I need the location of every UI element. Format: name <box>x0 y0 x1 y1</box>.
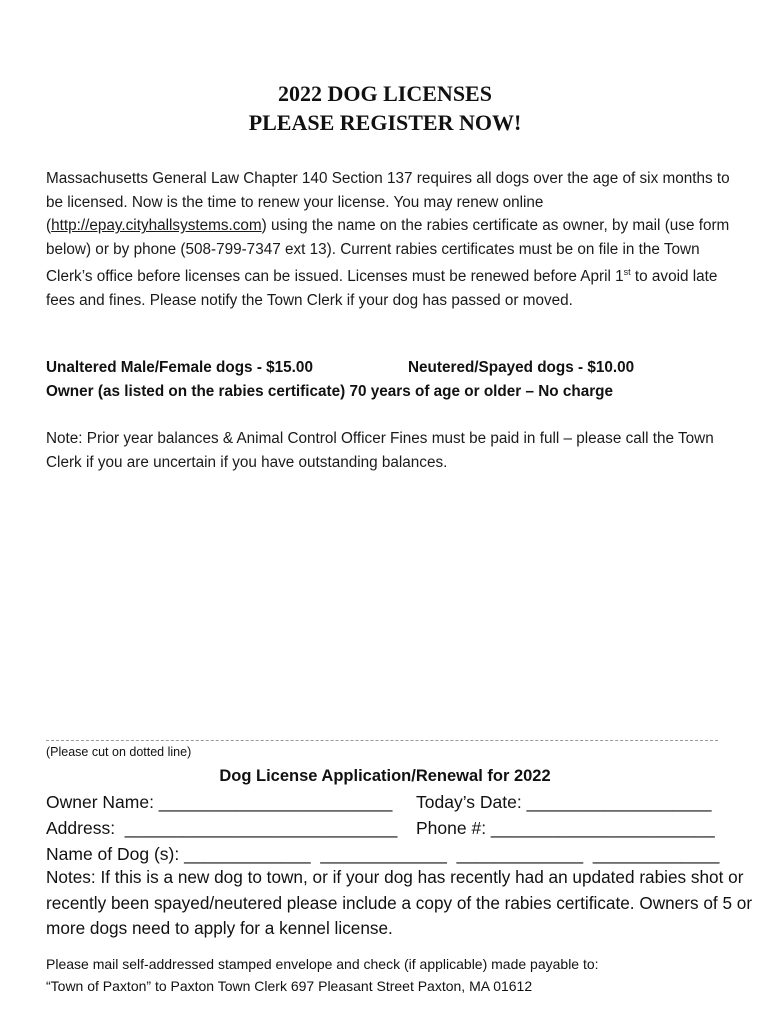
owner-name-field: Owner Name: ________________________ <box>46 792 393 812</box>
dog-names-field: Name of Dog (s): _____________ _____________ _____________ _____________ <box>46 844 720 864</box>
intro-text-1: Massachusetts General Law Chapter 140 Section 137 requires all dogs over the age of six months to be licensed. Now is the time to renew your license. You may renew online ( <box>46 170 730 235</box>
cut-line-divider <box>46 740 718 741</box>
balance-note: Note: Prior year balances & Animal Control Officer Fines must be paid in full – please call the Town Clerk if you are uncertain if you have outstanding balances. <box>46 430 714 471</box>
todays-date-field: Today’s Date: ___________________ <box>416 792 712 812</box>
page-title: 2022 DOG LICENSES <box>278 81 492 106</box>
fee-unaltered: Unaltered Male/Female dogs - $15.00 <box>46 359 313 376</box>
form-notes: Notes: If this is a new dog to town, or if your dog has recently had an updated rabies shot or recently been spayed/neutered please include a copy of the rabies certificate. Owners of 5 or more dogs need to apply for a kennel license. <box>46 867 753 938</box>
page-subtitle: PLEASE REGISTER NOW! <box>248 110 522 135</box>
application-title: Dog License Application/Renewal for 2022 <box>219 767 551 785</box>
intro-text-3: to avoid late fees and fines. Please notify the Town Clerk if your dog has passed or moved. <box>46 268 718 310</box>
intro-paragraph <box>46 167 746 313</box>
phone-field: Phone #: _______________________ <box>416 818 715 838</box>
intro-superscript: st <box>623 267 631 278</box>
mailing-line-1: Please mail self-addressed stamped envelope and check (if applicable) made payable to: <box>46 956 599 972</box>
mailing-line-2: “Town of Paxton” to Paxton Town Clerk 697 Pleasant Street Paxton, MA 01612 <box>46 978 533 994</box>
address-field: Address: ____________________________ <box>46 818 398 838</box>
fee-senior: Owner (as listed on the rabies certificate) 70 years of age or older – No charge <box>46 383 614 400</box>
intro-text-2: ) using the name on the rabies certificate as owner, by mail (use form below) or by phone (508-799-7347 ext 13). Current rabies certificates must be on file in the Town Clerk’s office before licenses can be issued. Licenses must be renewed before April 1 <box>46 217 730 286</box>
cut-instruction: (Please cut on dotted line) <box>46 745 192 759</box>
epay-link[interactable]: http://epay.cityhallsystems.com <box>51 217 262 235</box>
fee-neutered: Neutered/Spayed dogs - $10.00 <box>408 359 635 376</box>
mailing-instructions <box>46 953 746 997</box>
